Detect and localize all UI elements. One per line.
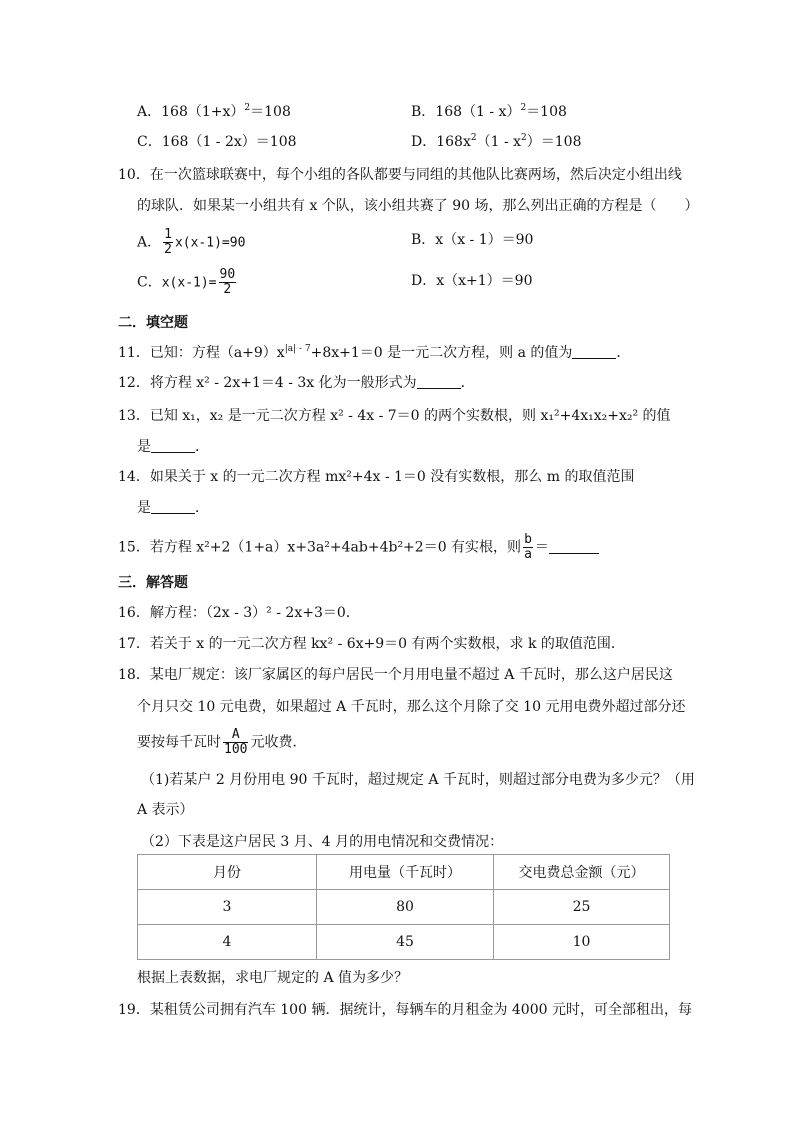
table-cell: 3: [138, 890, 317, 925]
q10-line1: 10．在一次篮球联赛中，每个小组的各队都要与同组的其他队比赛两场，然后决定小组出线: [118, 167, 682, 183]
q15: 15．若方程 x²+2（1+a）x+3a²+4ab+4b²+2＝0 有实根，则 $\frac{b}{a}$ ＝: [118, 533, 599, 562]
q11: 11．已知：方程$(a+9)x^{|a| - 7}+8x+1=0$ 是一元二次方程，则 a 的值为 ．: [118, 344, 631, 361]
q14-line2: 是 ．: [137, 500, 209, 516]
q17: 17．若关于 x 的一元二次方程 kx² - 6x+9＝0 有两个实数根，求 k 的取值范围．: [118, 636, 625, 652]
table-cell: 10: [494, 925, 670, 960]
q10-option-d: D．x（x+1）＝90: [411, 273, 533, 289]
usage-table: [137, 854, 670, 960]
table-cell: 80: [317, 890, 494, 925]
q14-line1: 14．如果关于 x 的一元二次方程 mx²+4x - 1＝0 没有实数根，那么 m 的取值范围: [118, 469, 635, 485]
q18-part2: （2）下表是这户居民 3 月、4 月的用电情况和交费情况：: [141, 834, 504, 850]
q12: 12．将方程 x² - 2x+1＝4 - 3x 化为一般形式为 ．: [118, 375, 475, 391]
q18-part1-line1: （1)若某户 2 月份用电 90 千瓦时，超过规定 A 千瓦时，则超过部分电费为多少元？（用: [141, 772, 695, 788]
table-cell: 45: [317, 925, 494, 960]
q10-option-c: C．x(x-1)= $\frac{90}{2}$: [137, 267, 236, 297]
table-header-cell: 用电量（千瓦时）: [317, 855, 494, 890]
table-header-cell: 交电费总金额（元）: [494, 855, 670, 890]
table-header-cell: 月份: [138, 855, 317, 890]
q9-option-d: D．$168x^2(1 - x^2)=108$: [411, 133, 582, 150]
q18-part1-line2: A 表示）: [137, 802, 194, 818]
section-fill-title: 二．填空题: [118, 315, 188, 331]
q9-option-a: A．$168(1+x)^2=108$: [137, 103, 291, 120]
q9-option-b: B．168（1 - x）$^2$＝108: [411, 103, 567, 120]
q10-line2: 的球队．如果某一小组共有 x 个队，该小组共赛了 90 场，那么列出正确的方程是（ ）: [137, 198, 699, 214]
q18-line3: 要按每千瓦时 $\frac{A}{100}$ 元收费．: [137, 727, 307, 757]
q13-line1: 13．已知 x₁，x₂ 是一元二次方程 x² - 4x - 7＝0 的两个实数根，则 x₁²+4x₁x₂+x₂² 的值: [118, 408, 671, 424]
table-row: [138, 890, 670, 925]
q19: 19．某租赁公司拥有汽车 100 辆．据统计，每辆车的月租金为 4000 元时，可全部租出，每: [118, 1002, 692, 1018]
q16: 16．解方程：（2x - 3）² - 2x+3＝0．: [118, 605, 360, 621]
q13-line2: 是 ．: [137, 439, 209, 455]
section-solve-title: 三．解答题: [118, 575, 188, 591]
q10-option-b: B．x（x - 1）＝90: [411, 232, 534, 248]
q10-option-a: A． $\frac{1}{2}$ x(x-1)=90: [137, 227, 246, 257]
table-cell: 4: [138, 925, 317, 960]
table-row: [138, 925, 670, 960]
table-header-row: [138, 855, 670, 890]
q18-line1: 18．某电厂规定：该厂家属区的每户居民一个月用电量不超过 A 千瓦时，那么这户居民这: [118, 667, 673, 683]
q18-line2: 个月只交 10 元电费，如果超过 A 千瓦时，那么这个月除了交 10 元用电费外超过部分还: [137, 699, 686, 715]
q18-after-table: 根据上表数据，求电厂规定的 A 值为多少？: [137, 970, 409, 986]
table-cell: 25: [494, 890, 670, 925]
q9-option-c: C．168（1 - 2x）＝108: [137, 134, 297, 150]
